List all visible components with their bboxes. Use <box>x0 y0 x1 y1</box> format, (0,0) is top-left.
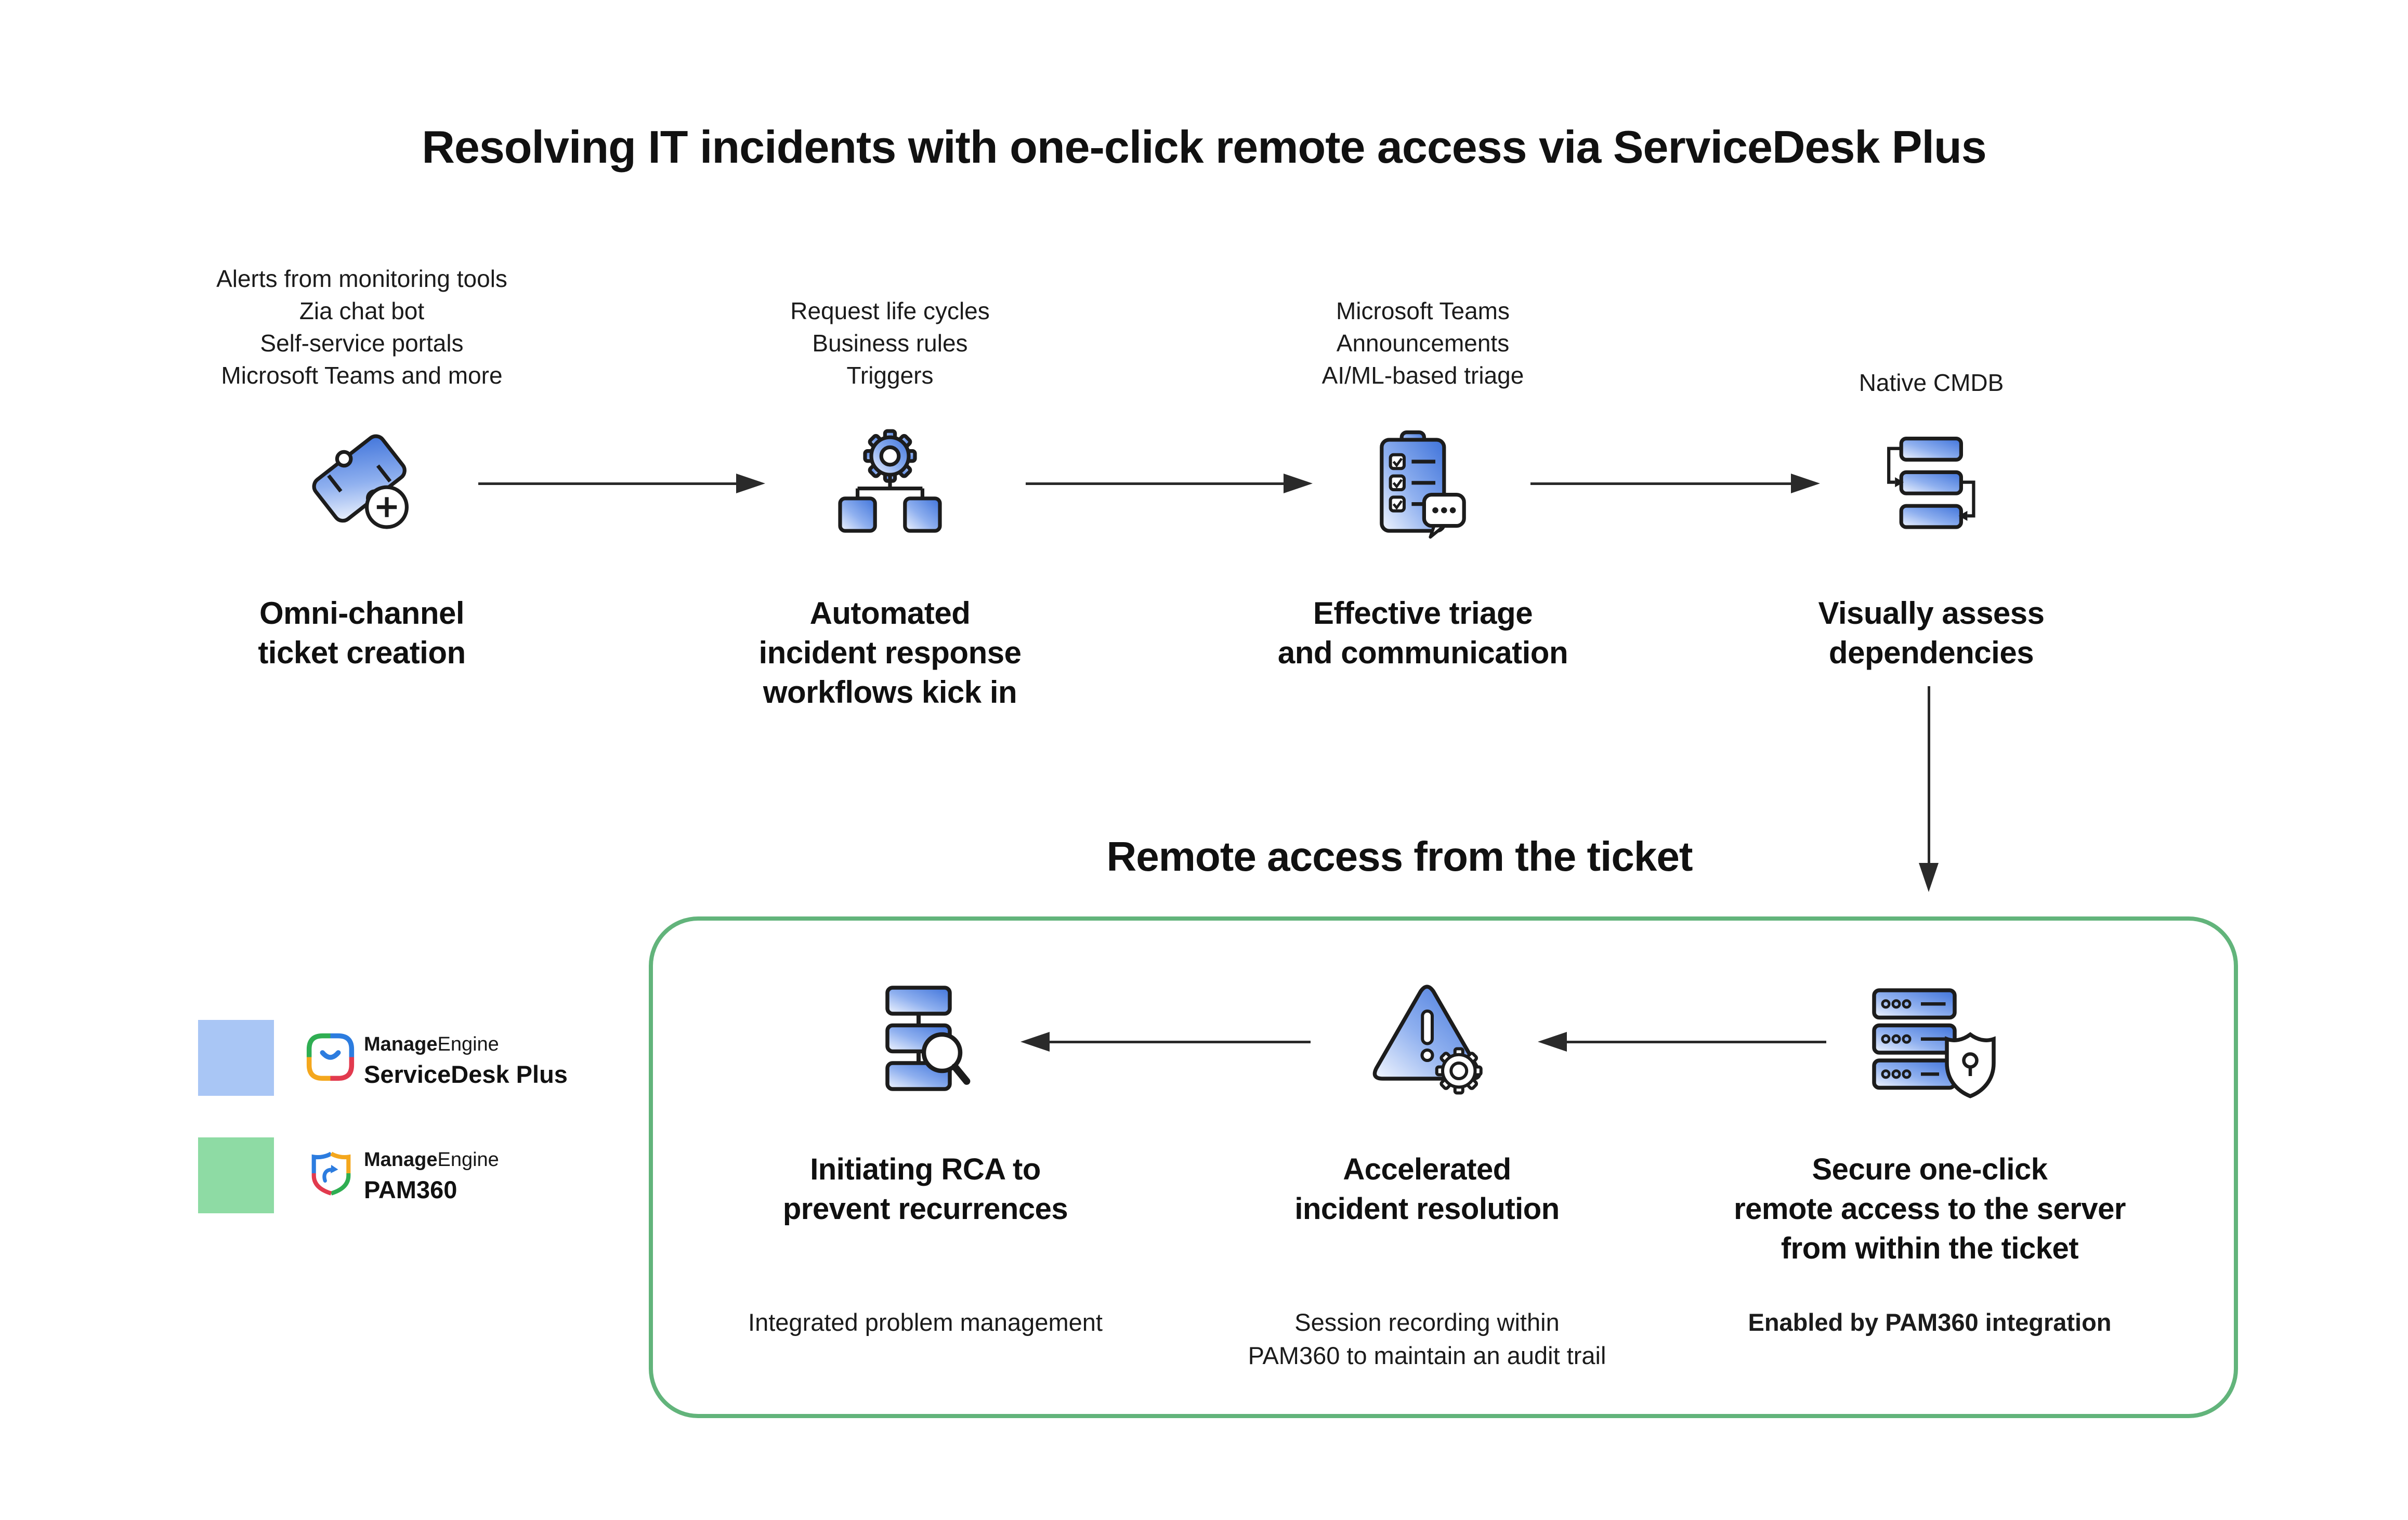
step2-label <box>630 594 1150 712</box>
step4-sources <box>1697 366 2165 399</box>
page-title: Resolving IT incidents with one-click remote access via ServiceDesk Plus <box>422 121 1986 173</box>
sub-line: Enabled by PAM360 integration <box>1748 1308 2112 1336</box>
product-name: PAM360 <box>364 1176 457 1203</box>
source-line: Triggers <box>846 362 934 389</box>
arrowhead-down-icon <box>1919 863 1939 892</box>
step1-label <box>102 594 622 673</box>
new-ticket-icon <box>299 421 424 548</box>
arrow-secure-to-accelerated <box>1566 1041 1826 1043</box>
cmdb-blocks-icon <box>1866 421 1991 548</box>
source-line: Alerts from monitoring tools <box>216 265 507 292</box>
arrowhead-left-icon <box>1020 1032 1050 1052</box>
label-line: Automated <box>809 596 971 631</box>
step3-label <box>1163 594 1683 673</box>
arrow-step3-step4 <box>1530 482 1793 485</box>
pam360-logo-icon <box>308 1150 355 1199</box>
source-line: Self-service portals <box>260 330 464 357</box>
pam360-swatch <box>198 1137 274 1213</box>
arrow-step2-step3 <box>1026 482 1286 485</box>
label-line: incident resolution <box>1294 1192 1560 1226</box>
step4-label <box>1671 594 2191 673</box>
arrowhead-right-icon <box>736 474 765 493</box>
source-line: Announcements <box>1336 330 1510 357</box>
source-line: Microsoft Teams and more <box>221 362 503 389</box>
arrow-step4-remote <box>1928 686 1930 864</box>
label-line: incident response <box>758 635 1022 670</box>
arrowhead-left-icon <box>1538 1032 1567 1052</box>
triage-checklist-icon <box>1354 421 1479 548</box>
source-line: Microsoft Teams <box>1336 297 1510 324</box>
label-line: ticket creation <box>258 635 466 670</box>
rca-search-icon <box>854 975 984 1107</box>
label-line: dependencies <box>1828 635 2034 670</box>
source-line: AI/ML-based triage <box>1321 362 1524 389</box>
label-line: from within the ticket <box>1781 1231 2079 1265</box>
pam360-legend-text <box>364 1149 499 1204</box>
arrow-accelerated-to-rca <box>1049 1041 1311 1043</box>
source-line: Zia chat bot <box>299 297 425 324</box>
label-line: Visually assess <box>1818 596 2045 631</box>
arrowhead-right-icon <box>1284 474 1313 493</box>
arrowhead-right-icon <box>1791 474 1820 493</box>
sub-line: Session recording within <box>1294 1308 1560 1336</box>
servicedesk-plus-logo-icon <box>306 1032 355 1084</box>
sub-line: Integrated problem management <box>748 1308 1103 1336</box>
step3-sources <box>1189 295 1657 391</box>
label-line: Initiating RCA to <box>810 1152 1041 1186</box>
step1-sources <box>128 263 596 391</box>
source-line: Native CMDB <box>1859 369 2004 396</box>
label-line: prevent recurrences <box>782 1192 1068 1226</box>
label-line: and communication <box>1277 635 1568 670</box>
brand-name: ManageEngine <box>364 1149 499 1171</box>
label-line: workflows kick in <box>763 675 1017 710</box>
sub-line: PAM360 to maintain an audit trail <box>1248 1342 1606 1369</box>
step2-sources <box>656 295 1124 391</box>
remote-section-heading: Remote access from the ticket <box>1106 833 1693 880</box>
arrow-step1-step2 <box>478 482 749 485</box>
servicedesk-plus-legend-text <box>364 1033 568 1089</box>
servicedesk-plus-swatch <box>198 1020 274 1096</box>
incident-alert-gear-icon <box>1362 975 1492 1107</box>
source-line: Business rules <box>812 330 968 357</box>
label-line: Omni-channel <box>259 596 465 631</box>
label-line: Effective triage <box>1313 596 1533 631</box>
product-name: ServiceDesk Plus <box>364 1060 568 1088</box>
label-line: remote access to the server <box>1734 1192 2126 1226</box>
label-line: Accelerated <box>1343 1152 1511 1186</box>
secure-access-subcaption <box>1592 1306 2268 1339</box>
workflow-gear-icon <box>828 421 952 548</box>
secure-access-label <box>1566 1150 2294 1268</box>
brand-name: ManageEngine <box>364 1033 499 1055</box>
source-line: Request life cycles <box>790 297 990 324</box>
label-line: Secure one-click <box>1812 1152 2048 1186</box>
server-shield-icon <box>1856 975 1999 1107</box>
